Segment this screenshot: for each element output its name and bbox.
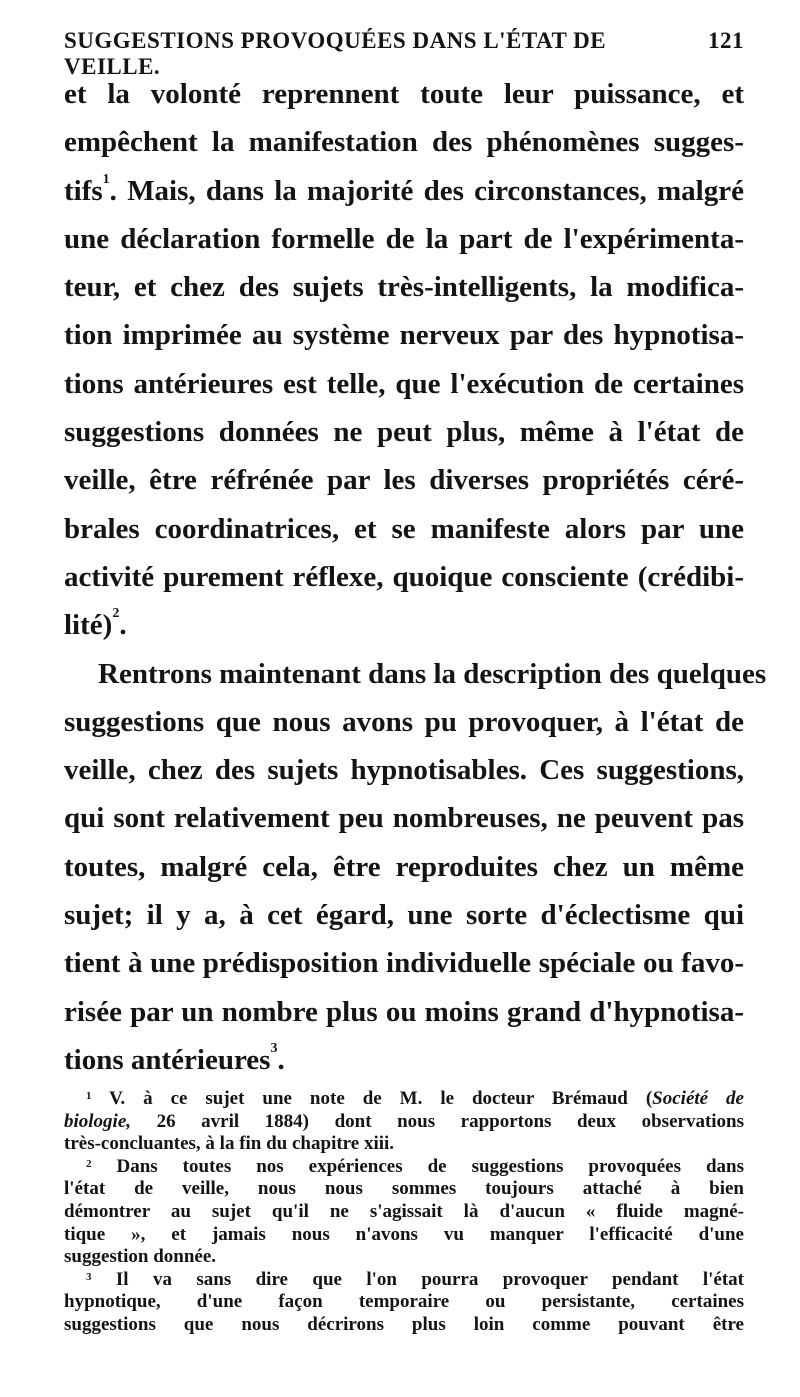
footnote-2-line: suggestion donnée. (64, 1246, 217, 1268)
footnote-2-line: démontrer au sujet qu'il ne s'agissait là d'aucun « fluide magné- (64, 1200, 744, 1222)
text-fragment: Mais, dans la majorité des circonstances, malgré (127, 174, 744, 207)
text-line: tion imprimée au système nerveux par des hypnotisa- (64, 319, 744, 352)
text-line (64, 167, 744, 215)
footnote-3-line: hypnotique, d'une façon temporaire ou persistante, certaines (64, 1291, 744, 1313)
footnote-ref-2: 2 (112, 606, 120, 622)
footnote-3-line (64, 1269, 744, 1292)
footnote-2-line: l'état de veille, nous nous sommes toujours attaché à bien (64, 1178, 744, 1200)
footnote-1-line: très-concluantes, à la fin du chapitre xiii. (64, 1133, 395, 1155)
text-line: veille, chez des sujets hypnotisables. Ces suggestions, (64, 754, 744, 787)
text-line: et la volonté reprennent toute leur puissance, et (64, 78, 744, 110)
text-line: Rentrons maintenant dans la description des quelques (98, 657, 767, 690)
text-line: veille, être réfrénée par les diverses propriétés céré- (64, 464, 744, 497)
text-fragment: Il va sans dire que l'on pourra provoquer pendant l'état (115, 1268, 745, 1290)
italic-fragment: Société de (652, 1088, 744, 1109)
text-line: une déclaration formelle de la part de l'expérimenta- (64, 222, 744, 255)
footnote-1-line (64, 1088, 744, 1111)
text-line (64, 1036, 744, 1084)
text-line: risée par un nombre plus ou moins grand d'hypnotisa- (64, 995, 744, 1028)
text-line: tions antérieures est telle, que l'exécution de certaines (64, 367, 744, 400)
footnote-2-line (64, 1156, 744, 1179)
text-fragment: V. à ce sujet une note de M. le docteur Brémaud ( (109, 1088, 653, 1109)
footnote-mark: 2 (86, 1157, 92, 1170)
text-fragment: . (109, 174, 117, 207)
text-fragment: Dans toutes nos expériences de suggestions provoquées dans (116, 1155, 745, 1177)
footnote-1-line (64, 1111, 744, 1134)
text-fragment: tifs (64, 174, 103, 207)
text-line: activité purement réflexe, quoique consciente (crédibi- (64, 560, 744, 593)
footnote-ref-1: 1 (102, 171, 110, 187)
text-line: suggestions données ne peut plus, même à l'état de (64, 416, 744, 449)
text-fragment: . (119, 609, 127, 642)
text-line (64, 601, 744, 649)
text-line: toutes, malgré cela, être reproduites chez un même (64, 850, 744, 883)
main-text (64, 70, 767, 1084)
page-number: 121 (708, 28, 744, 53)
text-line: tient à une prédisposition individuelle spéciale ou favo- (64, 947, 744, 980)
italic-fragment: biologie, (64, 1110, 132, 1132)
text-line: sujet; il y a, à cet égard, une sorte d'éclectisme qui (64, 899, 744, 932)
footnote-3-line: suggestions que nous décrirons plus loin comme pouvant être (64, 1313, 744, 1335)
footnotes (64, 1088, 744, 1337)
text-line: teur, et chez des sujets très-intelligents, la modifica- (64, 271, 744, 304)
text-line: qui sont relativement peu nombreuses, ne peuvent pas (64, 802, 744, 835)
footnote-mark: 3 (86, 1270, 92, 1283)
running-title: SUGGESTIONS PROVOQUÉES DANS L'ÉTAT DE VEILLE. (64, 28, 607, 79)
text-fragment: 26 avril 1884) dont nous rapportons deux observations (156, 1110, 745, 1132)
text-line: empêchent la manifestation des phénomènes sugges- (64, 126, 744, 159)
text-line: suggestions que nous avons pu provoquer, à l'état de (64, 705, 744, 738)
text-fragment: . (277, 1043, 285, 1076)
text-fragment: lité) (64, 609, 113, 642)
text-line: brales coordinatrices, et se manifeste alors par une (64, 512, 744, 545)
text-fragment: tions antérieures (64, 1043, 271, 1076)
footnote-ref-3: 3 (270, 1040, 278, 1056)
footnote-2-line: tique », et jamais nous n'avons vu manquer l'efficacité d'une (64, 1223, 744, 1245)
footnote-mark: 1 (86, 1090, 92, 1102)
